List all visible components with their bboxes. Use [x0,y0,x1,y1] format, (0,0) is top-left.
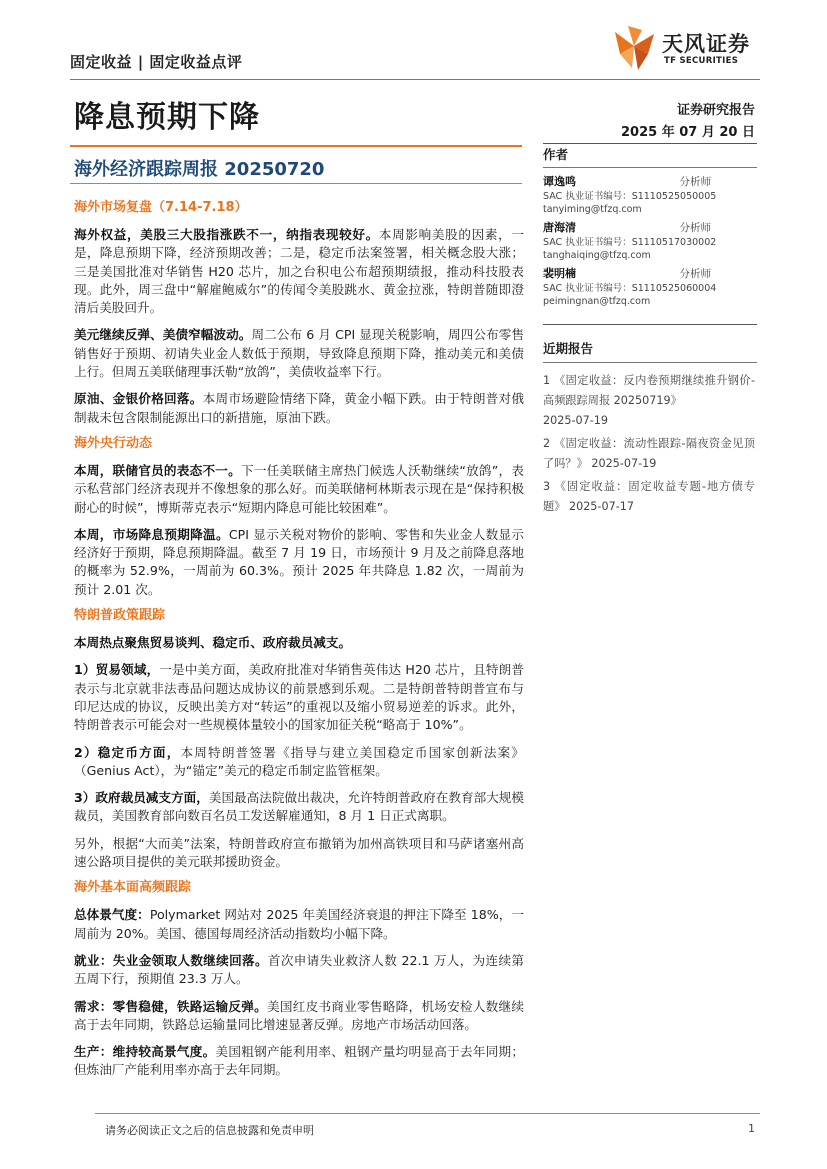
section-heading: 特朗普政策跟踪 [74,608,166,624]
authors-title: 作者 [543,147,569,162]
page-number: 1 [748,1122,755,1135]
page-title: 降息预期下降 [74,100,260,135]
analyst-name: 谭逸鸣 [543,175,576,188]
footer-divider [95,1113,760,1114]
subtitle-divider [70,183,522,184]
recent-reports-title: 近期报告 [543,341,594,356]
section-fundamentals [74,880,524,1079]
report-date: 2025 年 07 月 20 日 [621,125,755,140]
section-heading: 海外市场复盘（7.14-7.18） [74,200,248,215]
recent-report-date: 2025-07-17 [568,500,634,513]
paragraph: 本周，市场降息预期降温。CPI 显示关税对物价的影响、零售和失业金人数显示经济好于预期，降息预期降温。截至 7 月 19 日，市场预计 9 月及之前降息落地的概率为 52.9%，一周前为 60.3%。预计 2025 年共降息 1.82 次，一周前为预计 2.01 次。 [74,526,525,597]
paragraph: 1）贸易领域，一是中美方面，美政府批准对华销售英伟达 H20 芯片，且特朗普表示与北京就非法毒品问题达成协议的前景感到乐观。二是特朗普特朗普宣布与印尼达成的协议，反映出美方对“转运”的重视以及缩小贸易逆差的诉求。此外，特朗普表示可能会对一些规模体量较小的国家加征关税“略高于 10%”。 [74,662,524,733]
main-content [74,200,524,1089]
analyst-role: 分析师 [679,222,711,234]
company-logo [610,24,770,74]
recent-report-link[interactable]: 2 《固定收益：流动性跟踪-隔夜资金见顶了吗？》 2025-07-19 [543,437,755,470]
sidebar-top-divider [543,143,757,144]
title-divider [70,145,522,147]
section-market-review [74,200,524,427]
recent-top-divider [543,324,757,325]
recent-report-date: 2025-07-19 [543,414,609,427]
analyst-card [543,172,755,218]
recent-divider [543,362,757,363]
logo-name-cn: 天风证券 [662,32,750,56]
analyst-email[interactable]: tanghaiqing@tfzq.com [543,250,651,261]
paragraph: 3）政府裁员减支方面，美国最高法院做出裁决，允许特朗普政府在教育部大规模裁员，美国教育部向数百名员工发送解雇通知，8 月 1 日正式离职。 [74,790,524,824]
analyst-role: 分析师 [679,268,711,280]
analyst-role: 分析师 [679,176,711,188]
paragraph: 美元继续反弹、美债窄幅波动。周二公布 6 月 CPI 显现关税影响，周四公布零售销售好于预期、初请失业金人数低于预期，导致降息预期下降，推动美元和美债上行。但周五美联储理事沃勒“放鸽”，美债收益率下行。 [74,327,524,380]
analyst-card [543,264,755,310]
analyst-cert: SAC 执业证书编号：S1110525060004 [543,283,717,294]
paragraph: 总体景气度：Polymarket 网站对 2025 年美国经济衰退的押注下降至 18%，一周前为 20%。美国、德国每周经济活动指数均小幅下降。 [74,907,524,941]
recent-report-link[interactable]: 1 《固定收益：反内卷预期继续推升钢价-高频跟踪周报 20250719》 2025-07-19 [543,374,755,427]
paragraph: 就业：失业金领取人数继续回落。首次申请失业救济人数 22.1 万人，为连续第五周下行，预期值 23.3 万人。 [74,952,524,987]
recent-report-link[interactable]: 3 《固定收益：固定收益专题-地方债专题》 2025-07-17 [543,480,755,513]
report-category: 固定收益 | 固定收益点评 [70,53,243,71]
logo-mark-icon [610,24,658,72]
authors-divider [543,167,757,168]
analyst-email[interactable]: tanyiming@tfzq.com [543,204,642,215]
analyst-cert: SAC 执业证书编号：S1110517030002 [543,237,717,248]
footer-disclaimer: 请务必阅读正文之后的信息披露和免责申明 [105,1124,314,1137]
paragraph: 本周热点聚焦贸易谈判、稳定币、政府裁员减支。 [74,635,352,651]
paragraph: 海外权益，美股三大股指涨跌不一，纳指表现较好。本周影响美股的因素，一是，降息预期下降，经济预期改善；二是，稳定币法案签署，相关概念股大涨；三是美国批准对华销售 H20 芯片，加之台积电公布超预期绩报，推动科技股表现。此外，周三盘中“解雇鲍威尔”的传闻令美股跳水、黄金拉涨，特朗普随即澄清后美股回升。 [74,227,525,316]
paragraph: 2）稳定币方面，本周特朗普签署《指导与建立美国稳定币国家创新法案》（Genius Act），为“锚定”美元的稳定币制定监管框架。 [74,744,525,778]
paragraph: 本周，联储官员的表态不一。下一任美联储主席热门候选人沃勒继续“放鸽”，表示私营部门经济表现并不像想象的那么好。而美联储柯林斯表示现在是“保持积极耐心的时候”，博斯蒂克表示“短期内降息可能比较困难”。 [74,462,524,515]
paragraph: 原油、金银价格回落。本周市场避险情绪下降，黄金小幅下跌。由于特朗普对俄制裁未包含限制能源出口的新措施，原油下跌。 [74,391,525,425]
paragraph: 生产：维持较高景气度。美国粗钢产能利用率、粗钢产量均明显高于去年同期；但炼油厂产能利用率亦高于去年同期。 [74,1044,525,1078]
section-heading: 海外基本面高频跟踪 [74,880,192,896]
section-heading: 海外央行动态 [74,435,153,451]
analyst-card [543,218,755,264]
header-divider [70,79,760,80]
analyst-name: 裴明楠 [543,267,576,280]
paragraph: 需求：零售稳健，铁路运输反弹。美国红皮书商业零售略降，机场安检人数继续高于去年同期，铁路总运输量同比增速显著反弹。房地产市场活动回落。 [74,998,525,1032]
paragraph: 另外，根据“大而美”法案，特朗普政府宣布撤销为加州高铁项目和马萨诸塞州高速公路项目提供的美元联邦援助资金。 [74,835,524,870]
section-central-banks [74,436,524,599]
analyst-cert: SAC 执业证书编号：S1110525050005 [543,191,717,202]
analyst-email[interactable]: peimingnan@tfzq.com [543,296,651,307]
report-subtitle: 海外经济跟踪周报 20250720 [74,159,325,180]
sidebar [543,145,755,520]
report-type: 证券研究报告 [676,103,755,118]
analyst-name: 唐海清 [543,221,576,234]
logo-name-en: TF SECURITIES [664,56,739,66]
recent-report-date: 2025-07-19 [591,457,657,470]
section-trump-policy [74,608,524,871]
